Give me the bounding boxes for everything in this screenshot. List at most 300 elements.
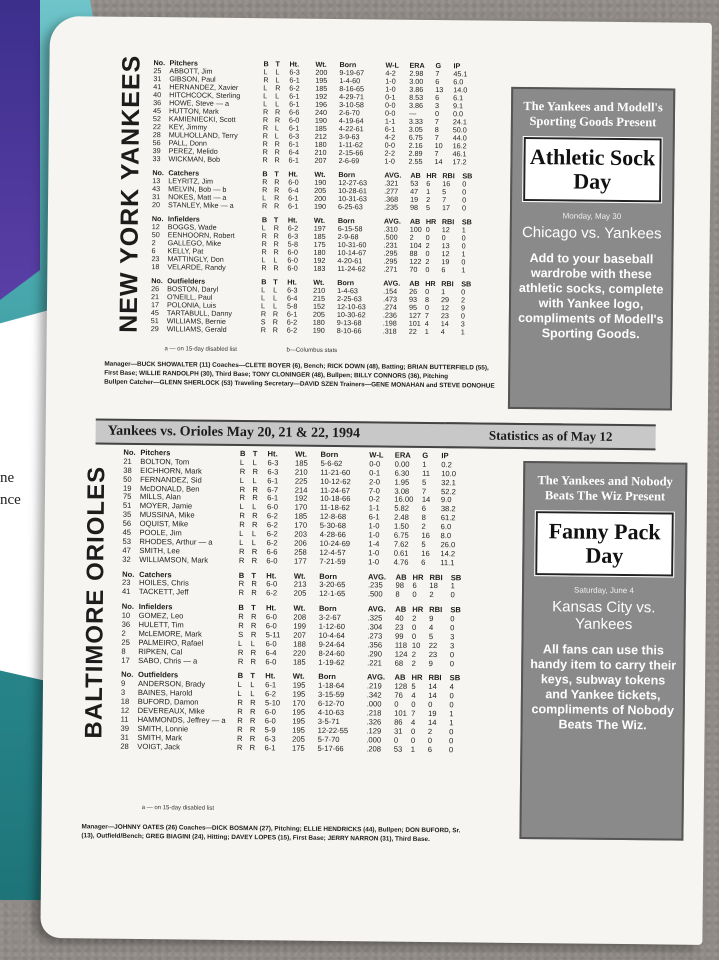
- table-cell: T: [274, 169, 279, 179]
- table-cell: 4.76: [393, 557, 409, 567]
- table-cell: Ht.: [267, 449, 278, 459]
- table-cell: 9: [429, 614, 434, 624]
- table-cell: 3-15-59: [318, 690, 345, 700]
- table-cell: 6-0: [266, 555, 278, 566]
- table-cell: 0: [449, 658, 455, 668]
- table-cell: 175: [313, 239, 326, 249]
- table-cell: 16: [421, 530, 430, 541]
- table-cell: 8: [434, 125, 439, 135]
- table-cell: NOKES, Matt — a: [168, 192, 227, 202]
- table-cell: R: [262, 147, 268, 157]
- table-cell: 5: [442, 187, 447, 197]
- table-cell: POOLE, Jim: [139, 527, 182, 538]
- table-cell: 215: [313, 293, 326, 303]
- table-cell: 10-18-66: [320, 494, 351, 504]
- table-cell: L: [263, 67, 268, 77]
- table-cell: 7-21-59: [319, 556, 346, 566]
- table-cell: .342: [366, 690, 382, 700]
- table-cell: SB: [462, 171, 473, 181]
- table-cell: DEVEREAUX, Mike: [137, 706, 205, 716]
- table-cell: AVG.: [366, 672, 386, 683]
- table-cell: 7: [434, 133, 439, 143]
- table-cell: L: [275, 99, 280, 109]
- table-cell: Ht.: [287, 277, 297, 287]
- table-cell: Wt.: [295, 449, 308, 459]
- table-cell: 192: [315, 91, 328, 101]
- promo-date: Saturday, June 4: [574, 585, 634, 596]
- table-cell: 5.82: [394, 503, 410, 514]
- table-cell: 214: [294, 485, 308, 495]
- table-cell: R: [252, 493, 258, 503]
- table-cell: R: [238, 555, 245, 565]
- table-cell: R: [261, 239, 267, 249]
- table-cell: 0-0: [369, 459, 381, 469]
- table-cell: 6-1: [289, 91, 300, 101]
- table-cell: .235: [383, 202, 399, 212]
- table-cell: B: [238, 603, 244, 613]
- table-cell: 205: [312, 309, 325, 319]
- table-cell: —: [408, 108, 417, 118]
- table-cell: 32: [122, 554, 131, 564]
- table-cell: G: [435, 61, 442, 71]
- table-cell: R: [237, 698, 243, 708]
- table-cell: 188: [293, 639, 306, 649]
- table-cell: L: [275, 75, 280, 85]
- table-cell: 240: [314, 107, 328, 117]
- table-cell: 3: [435, 101, 440, 111]
- table-cell: 1-4: [368, 539, 380, 549]
- table-cell: 225: [294, 476, 308, 486]
- table-cell: 70: [409, 264, 418, 274]
- table-cell: 2: [411, 649, 417, 659]
- table-cell: 6-1: [264, 742, 276, 753]
- table-cell: 101: [394, 708, 407, 718]
- table-cell: 10-4-64: [318, 630, 345, 641]
- table-cell: AB: [395, 572, 407, 582]
- orioles-roster: [120, 449, 509, 756]
- table-cell: .129: [366, 726, 382, 736]
- table-cell: 6-2: [289, 83, 300, 93]
- table-cell: 0.2: [441, 460, 452, 470]
- table-cell: B: [261, 215, 268, 225]
- table-cell: 6-1: [289, 75, 300, 85]
- table-cell: R: [236, 733, 243, 743]
- table-cell: 32.1: [441, 477, 456, 487]
- table-cell: 10-24-69: [319, 538, 351, 549]
- table-cell: 10: [411, 640, 421, 650]
- table-cell: R: [251, 520, 258, 530]
- table-cell: 3: [449, 641, 455, 651]
- table-cell: 17: [150, 300, 160, 310]
- table-cell: R: [249, 707, 256, 717]
- table-cell: 0: [411, 699, 416, 710]
- table-cell: 3.05: [408, 124, 423, 134]
- table-cell: R: [272, 325, 278, 335]
- table-cell: MULHOLLAND, Terry: [168, 130, 238, 140]
- table-cell: 175: [292, 743, 305, 753]
- table-cell: Wt.: [292, 672, 305, 682]
- table-cell: 16: [442, 179, 451, 189]
- table-cell: R: [250, 612, 257, 622]
- table-cell: 2: [429, 590, 434, 600]
- table-cell: R: [237, 724, 243, 734]
- table-cell: 6-2: [266, 538, 278, 548]
- table-cell: 3: [460, 319, 465, 329]
- table-cell: 206: [294, 538, 307, 548]
- table-cell: T: [251, 570, 257, 580]
- table-cell: 0: [425, 224, 430, 234]
- table-cell: IP: [453, 61, 461, 71]
- table-cell: L: [250, 680, 255, 690]
- table-cell: 5-9: [264, 725, 276, 735]
- table-cell: Pitchers: [140, 447, 171, 458]
- table-cell: 99: [394, 631, 404, 641]
- table-cell: 10: [434, 141, 443, 151]
- table-cell: 3: [120, 688, 126, 698]
- table-cell: 6-2: [286, 325, 298, 335]
- table-cell: 210: [294, 467, 308, 477]
- table-cell: 11-18-62: [319, 503, 350, 513]
- table-cell: RBI: [442, 171, 455, 181]
- table-cell: ABBOTT, Jim: [169, 66, 213, 76]
- table-cell: 5: [428, 631, 434, 641]
- table-cell: Infielders: [138, 602, 173, 612]
- table-cell: HR: [425, 278, 436, 289]
- table-cell: 5-7-70: [317, 734, 340, 744]
- table-cell: .295: [383, 256, 398, 266]
- table-cell: 56: [122, 518, 132, 529]
- table-cell: 6-0: [264, 707, 276, 717]
- table-cell: 1: [450, 581, 455, 591]
- table-cell: L: [252, 502, 257, 512]
- table-cell: 0-0: [384, 108, 396, 118]
- table-cell: 23: [428, 649, 438, 659]
- table-cell: 195: [292, 707, 306, 717]
- table-cell: PEREZ, Melido: [168, 146, 218, 156]
- table-cell: 6-1: [288, 155, 299, 165]
- table-cell: Catchers: [168, 168, 200, 178]
- table-cell: R: [238, 612, 244, 622]
- table-cell: 14.2: [440, 548, 456, 559]
- table-cell: 4: [411, 691, 416, 701]
- table-cell: R: [262, 155, 268, 165]
- table-cell: 258: [294, 547, 307, 557]
- table-cell: 76: [394, 690, 403, 700]
- table-cell: Wt.: [313, 215, 326, 225]
- table-cell: Ht.: [288, 169, 298, 179]
- table-cell: 205: [314, 185, 327, 195]
- table-cell: 29: [150, 324, 159, 334]
- table-cell: 11: [120, 714, 129, 724]
- table-cell: .219: [366, 681, 382, 691]
- table-cell: 9-19-67: [339, 68, 365, 78]
- table-cell: T: [275, 59, 280, 69]
- table-cell: 6.1: [453, 93, 464, 103]
- left-page-fragment-1: ne: [0, 470, 15, 486]
- table-cell: G: [422, 450, 429, 460]
- table-cell: .154: [383, 286, 398, 296]
- table-cell: 19: [441, 257, 450, 267]
- table-cell: Born: [319, 571, 338, 581]
- table-cell: MILLS, Alan: [139, 492, 181, 502]
- table-cell: L: [262, 193, 267, 203]
- table-cell: 0: [410, 726, 416, 736]
- table-cell: 4-20-61: [337, 256, 363, 266]
- table-cell: 6-2: [266, 588, 278, 598]
- table-cell: 6: [421, 504, 427, 514]
- table-cell: L: [261, 293, 266, 303]
- table-cell: 6-1: [267, 475, 279, 486]
- table-cell: 4: [428, 623, 434, 633]
- table-cell: 190: [312, 325, 325, 335]
- table-cell: B: [263, 59, 269, 69]
- table-cell: 200: [314, 193, 327, 203]
- table-cell: 6-2: [287, 223, 299, 233]
- table-cell: .473: [383, 294, 398, 304]
- table-cell: 205: [293, 588, 307, 599]
- table-cell: R: [274, 155, 280, 165]
- table-cell: 127: [408, 310, 421, 320]
- table-cell: 46.1: [452, 149, 467, 159]
- table-cell: L: [263, 99, 268, 109]
- yankees-staff-line: Manager—BUCK SHOWALTER (11) Coaches—CLETE BOYER (6), Bench; RICK DOWN (48), Batting; BRIAN BUTTERFIELD (55),: [104, 360, 489, 372]
- table-cell: 10-31-60: [337, 240, 367, 250]
- table-cell: 190: [314, 115, 327, 125]
- table-cell: McLEMORE, Mark: [138, 628, 202, 639]
- table-cell: 6-12-70: [317, 699, 345, 709]
- table-cell: 41: [153, 82, 162, 92]
- table-cell: HR: [426, 170, 437, 181]
- table-cell: 6: [435, 93, 440, 103]
- table-cell: 0: [460, 311, 465, 321]
- table-cell: 6-0: [288, 177, 299, 187]
- table-cell: L: [251, 529, 257, 539]
- table-cell: 3.86: [409, 100, 424, 110]
- table-cell: 6.0: [453, 77, 464, 87]
- table-cell: McDONALD, Ben: [139, 483, 200, 494]
- table-cell: SMITH, Lee: [139, 545, 180, 556]
- table-cell: R: [252, 484, 258, 494]
- table-cell: No.: [153, 58, 166, 68]
- table-cell: 12-27-63: [338, 178, 368, 188]
- table-cell: L: [239, 529, 244, 539]
- table-cell: L: [251, 538, 257, 548]
- table-cell: TACKETT, Jeff: [138, 587, 189, 597]
- table-cell: 26: [151, 284, 160, 294]
- table-cell: 212: [314, 131, 327, 141]
- table-cell: 2: [427, 726, 433, 736]
- table-cell: 6-4: [288, 185, 299, 195]
- table-cell: 28: [120, 741, 129, 751]
- table-cell: 9: [428, 658, 433, 668]
- table-cell: 31: [153, 74, 162, 84]
- orioles-note-a: a — on 15-day disabled list: [141, 805, 215, 812]
- table-cell: L: [250, 689, 255, 699]
- table-cell: 1: [449, 718, 454, 728]
- table-cell: R: [239, 484, 246, 494]
- table-cell: R: [238, 588, 245, 598]
- table-cell: 9: [460, 303, 466, 313]
- table-cell: 11: [422, 468, 431, 478]
- table-cell: 1: [426, 186, 431, 196]
- table-cell: 1-19-62: [318, 657, 345, 667]
- table-cell: .221: [367, 657, 382, 668]
- table-cell: MELVIN, Bob — b: [168, 184, 227, 194]
- table-cell: RBI: [441, 217, 455, 227]
- table-cell: R: [239, 511, 245, 521]
- table-cell: L: [273, 293, 278, 303]
- table-cell: .235: [367, 580, 383, 590]
- table-cell: Wt.: [315, 59, 327, 69]
- promo-event-title: Fanny Pack Day: [535, 511, 674, 576]
- table-cell: L: [263, 83, 268, 93]
- promo-description: All fans can use this handy item to carry their keys, subway tokens and Yankee tickets, compliments of Nobody Beats The Wiz.: [530, 642, 677, 733]
- table-cell: R: [249, 742, 256, 752]
- table-cell: R: [239, 493, 246, 503]
- table-cell: 190: [314, 177, 327, 187]
- table-cell: L: [239, 537, 244, 547]
- table-cell: 26.0: [440, 540, 456, 550]
- table-cell: 8: [425, 294, 430, 304]
- table-cell: 210: [314, 147, 327, 157]
- table-cell: 7: [411, 708, 416, 718]
- table-cell: 12-10-63: [336, 302, 366, 312]
- table-cell: KEY, Jimmy: [168, 122, 208, 132]
- table-cell: 6-3: [267, 458, 279, 468]
- table-cell: 2-2: [384, 148, 396, 158]
- table-cell: 7-0: [368, 485, 380, 496]
- table-cell: 23: [395, 622, 404, 632]
- table-cell: 2.48: [394, 512, 409, 523]
- table-cell: 3.00: [409, 76, 424, 86]
- table-cell: 0: [425, 286, 430, 296]
- table-cell: 56: [152, 138, 161, 148]
- promo-fanny-pack-day: [519, 461, 687, 841]
- table-cell: 36: [121, 619, 131, 629]
- table-cell: R: [274, 147, 280, 157]
- table-cell: MUSSINA, Mike: [139, 510, 195, 520]
- table-cell: 6-4: [288, 147, 300, 157]
- table-cell: 6-3: [264, 734, 276, 744]
- table-cell: AVG.: [367, 604, 386, 614]
- table-cell: L: [250, 638, 256, 648]
- table-cell: 35: [122, 510, 132, 520]
- table-cell: L: [237, 638, 243, 648]
- table-cell: 12: [441, 249, 450, 259]
- table-cell: 12: [440, 303, 450, 313]
- table-cell: 6-2: [266, 511, 278, 521]
- table-cell: 5-10: [264, 698, 281, 708]
- table-cell: 8-24-60: [318, 648, 345, 658]
- table-cell: R: [263, 75, 269, 85]
- table-cell: SB: [461, 217, 472, 227]
- table-cell: 185: [313, 231, 326, 241]
- table-cell: .236: [382, 310, 397, 320]
- table-cell: .500: [367, 589, 383, 599]
- table-cell: OQUIST, Mike: [139, 519, 189, 529]
- table-cell: R: [262, 139, 268, 149]
- table-cell: 0: [450, 623, 455, 633]
- table-cell: 2: [121, 628, 126, 638]
- table-cell: 44.0: [452, 133, 467, 143]
- table-cell: 210: [313, 285, 326, 295]
- table-cell: 8: [421, 513, 426, 523]
- table-cell: 185: [314, 123, 327, 133]
- table-cell: .326: [366, 717, 382, 727]
- table-cell: 6-0: [265, 656, 277, 666]
- table-cell: No.: [123, 447, 136, 457]
- table-cell: 0: [441, 233, 446, 243]
- table-cell: 118: [394, 640, 408, 650]
- table-cell: R: [274, 107, 281, 117]
- table-cell: 195: [292, 725, 305, 735]
- table-cell: 6-2: [286, 317, 298, 327]
- table-cell: Born: [339, 60, 357, 70]
- table-cell: 0: [461, 257, 466, 267]
- table-cell: .295: [383, 248, 398, 258]
- table-cell: 177: [293, 556, 307, 566]
- table-cell: 6-1: [384, 124, 396, 134]
- table-cell: 2.98: [409, 68, 424, 78]
- table-cell: 4-29-71: [339, 92, 364, 102]
- table-cell: 6-3: [287, 285, 298, 295]
- table-cell: Born: [337, 216, 355, 226]
- table-cell: 6-2: [265, 689, 277, 699]
- yankees-staff-line: First Base; WILLIE RANDOLPH (30), Third Base; TONY CLONINGER (48), Bullpen; BILLY CONNORS (36), Pitching: [104, 369, 449, 381]
- table-cell: 195: [292, 689, 306, 699]
- table-cell: 38.2: [440, 504, 456, 514]
- table-cell: B: [237, 671, 244, 681]
- yankees-team-name: NEW YORK YANKEES: [114, 54, 146, 333]
- table-cell: EICHHORN, Mark: [140, 465, 202, 476]
- table-cell: R: [251, 546, 258, 556]
- table-cell: VELARDE, Randy: [167, 262, 226, 272]
- table-cell: R: [237, 647, 244, 657]
- table-cell: 6-2: [266, 520, 278, 530]
- yankees-roster: [151, 59, 514, 337]
- table-cell: 213: [293, 580, 307, 590]
- table-cell: GALLEGO, Mike: [167, 238, 222, 248]
- table-cell: R: [273, 247, 279, 257]
- table-cell: RIPKEN, Cal: [138, 646, 183, 657]
- table-cell: 4-2: [384, 132, 396, 142]
- table-cell: 6-1: [288, 123, 300, 133]
- table-cell: 128: [394, 682, 408, 692]
- table-cell: 195: [315, 75, 328, 85]
- table-cell: R: [274, 185, 280, 195]
- table-cell: 2-15-66: [338, 148, 364, 158]
- table-cell: 4-28-66: [319, 529, 346, 540]
- table-cell: 23: [440, 311, 449, 321]
- table-cell: 7: [421, 486, 427, 496]
- table-cell: 41: [121, 587, 131, 597]
- table-cell: L: [261, 285, 266, 295]
- table-cell: 68: [394, 658, 404, 668]
- table-cell: 11-24-67: [320, 485, 351, 495]
- table-cell: 11-24-62: [337, 264, 366, 274]
- table-cell: SMITH, Lonnie: [137, 723, 189, 734]
- table-cell: SMITH, Mark: [137, 732, 183, 743]
- table-cell: 4: [449, 682, 454, 692]
- table-cell: STANLEY, Mike — a: [167, 200, 234, 210]
- table-cell: R: [250, 621, 257, 631]
- table-cell: 12: [441, 225, 450, 235]
- table-cell: 14: [434, 157, 443, 167]
- table-cell: No.: [121, 670, 134, 680]
- table-cell: 10-31-63: [338, 194, 367, 204]
- table-cell: SB: [450, 572, 462, 582]
- table-cell: 14.0: [453, 85, 468, 95]
